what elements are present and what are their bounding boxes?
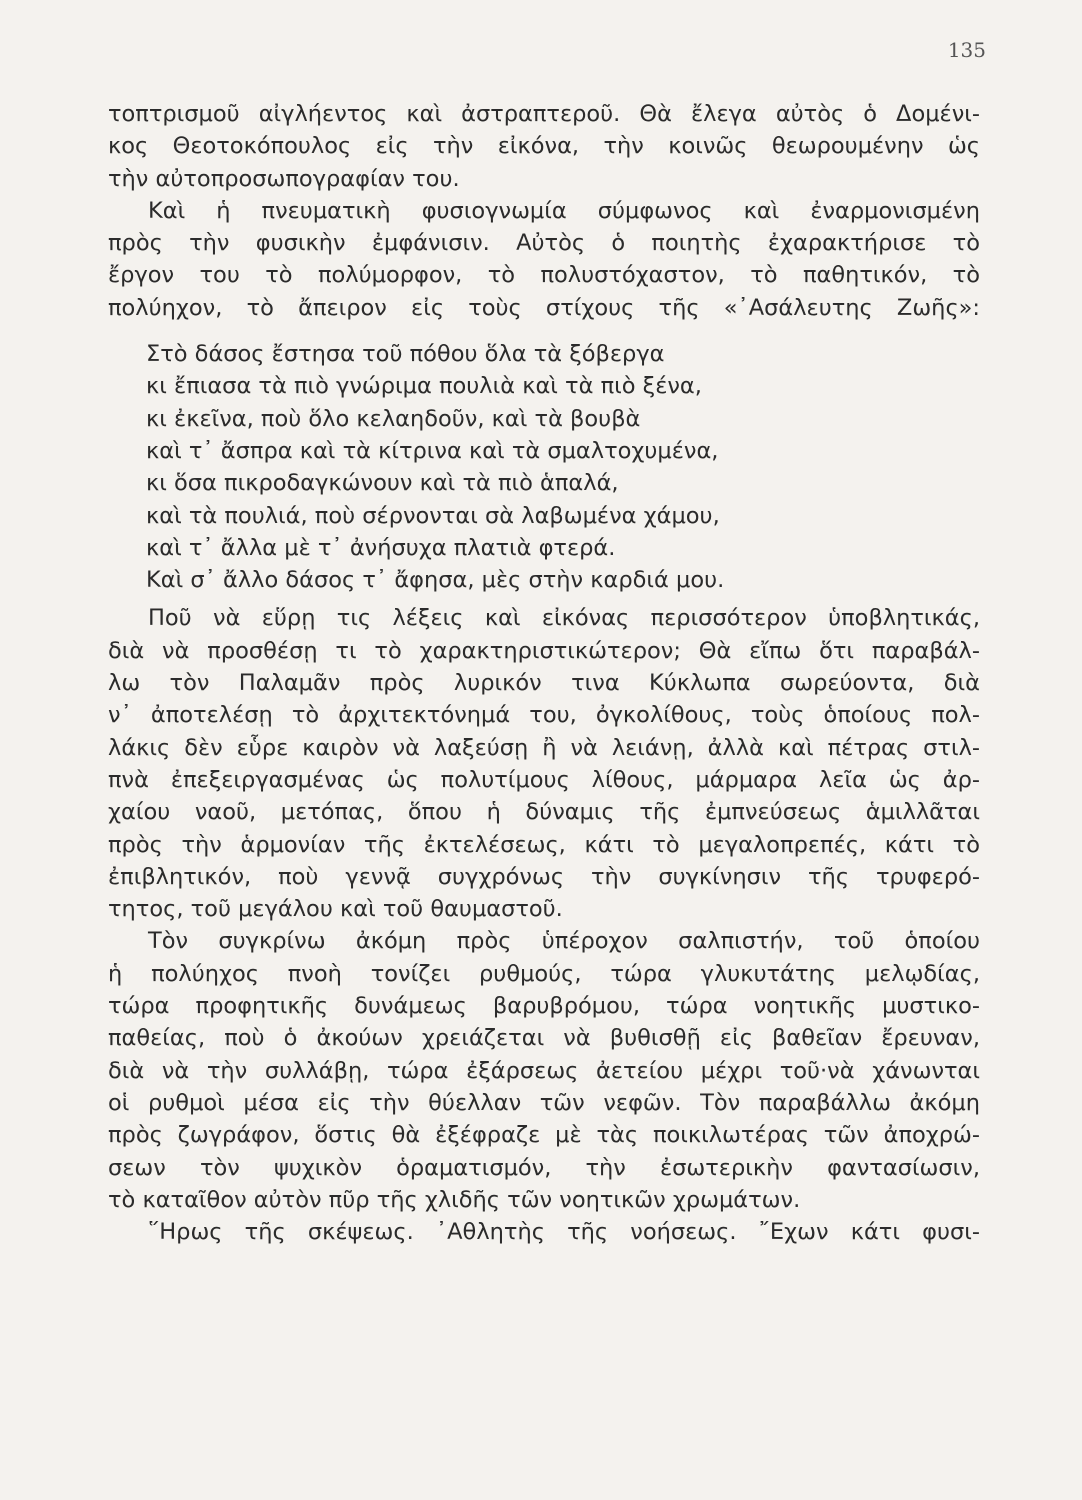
text-line: πρὸς τὴν φυσικὴν ἐμφάνισιν. Αὐτὸς ὁ ποιητὴς ἐχαρακτήρισε τὸ [108, 230, 980, 257]
text-line: τώρα προφητικῆς δυνάμεως βαρυβρόμου, τώρα νοητικῆς μυστικο- [108, 993, 980, 1020]
text-line: ῞Ηρως τῆς σκέψεως. ᾿Αθλητὴς τῆς νοήσεως. ῎Εχων κάτι φυσι- [148, 1219, 980, 1246]
text-line: Ποῦ νὰ εὕρῃ τις λέξεις καὶ εἰκόνας περισσότερον ὑποβλητικάς, [148, 605, 980, 632]
poem-verse: καὶ τ᾿ ἄσπρα καὶ τὰ κίτρινα καὶ τὰ σμαλτοχυμένα, [146, 437, 719, 464]
text-line: διὰ νὰ προσθέσῃ τι τὸ χαρακτηριστικώτερον; Θὰ εἴπω ὅτι παραβάλ- [108, 637, 980, 664]
text-line: διὰ νὰ τὴν συλλάβῃ, τώρα ἐξάρσεως ἀετείου μέχρι τοῦ·νὰ χάνωνται [108, 1057, 980, 1084]
poem-verse: κι ἐκεῖνα, ποὺ ὅλο κελαηδοῦν, καὶ τὰ βουβὰ [146, 405, 641, 432]
text-line: Τὸν συγκρίνω ἀκόμη πρὸς ὑπέροχον σαλπιστήν, τοῦ ὁποίου [148, 928, 980, 955]
poem-quote [146, 338, 980, 596]
page-number: 135 [947, 38, 986, 62]
text-line: σεων τὸν ψυχικὸν ὁραματισμόν, τὴν ἐσωτερικὴν φαντασίωσιν, [108, 1154, 980, 1181]
poem-verse: κι ἔπιασα τὰ πιὸ γνώριμα πουλιὰ καὶ τὰ πιὸ ξένα, [146, 373, 702, 400]
text-line: οἱ ρυθμοὶ μέσα εἰς τὴν θύελλαν τῶν νεφῶν. Τὸν παραβάλλω ἀκόμη [108, 1089, 980, 1116]
text-line: πρὸς ζωγράφον, ὅστις θὰ ἐξέφραζε μὲ τὰς ποικιλωτέρας τῶν ἀποχρώ- [108, 1122, 980, 1149]
poem-verse: Στὸ δάσος ἔστησα τοῦ πόθου ὅλα τὰ ξόβεργα [146, 341, 665, 368]
text-line: Καὶ ἡ πνευματικὴ φυσιογνωμία σύμφωνος καὶ ἐναρμονισμένη [148, 197, 980, 224]
poem-verse: Καὶ σ᾿ ἄλλο δάσος τ᾿ ἄφησα, μὲς στὴν καρδιά μου. [146, 567, 725, 594]
paragraph-5 [108, 1216, 980, 1248]
poem-verse: καὶ τ᾿ ἄλλα μὲ τ᾿ ἀνήσυχα πλατιὰ φτερά. [146, 534, 616, 561]
paragraph-4 [108, 925, 980, 1216]
text-line: ἐπιβλητικόν, ποὺ γεννᾷ συγχρόνως τὴν συγκίνησιν τῆς τρυφερό- [108, 863, 980, 890]
text-line: τοπτρισμοῦ αἰγλήεντος καὶ ἀστραπτεροῦ. Θὰ ἔλεγα αὐτὸς ὁ Δομένι- [108, 101, 980, 127]
page-text [108, 98, 980, 1248]
text-line: λω τὸν Παλαμᾶν πρὸς λυρικόν τινα Κύκλωπα σωρεύοντα, διὰ [108, 670, 980, 697]
text-line: λάκις δὲν εὗρε καιρὸν νὰ λαξεύσῃ ἢ νὰ λειάνῃ, ἀλλὰ καὶ πέτρας στιλ- [108, 734, 980, 761]
text-line: πρὸς τὴν ἁρμονίαν τῆς ἐκτελέσεως, κάτι τὸ μεγαλοπρεπές, κάτι τὸ [108, 831, 980, 858]
text-line: κος Θεοτοκόπουλος εἰς τὴν εἰκόνα, τὴν κοινῶς θεωρουμένην ὡς [108, 133, 980, 160]
text-line: χαίου ναοῦ, μετόπας, ὅπου ἡ δύναμις τῆς ἐμπνεύσεως ἁμιλλᾶται [108, 799, 980, 826]
poem-verse: κι ὅσα πικροδαγκώνουν καὶ τὰ πιὸ ἁπαλά, [146, 470, 619, 497]
poem-verse: καὶ τὰ πουλιά, ποὺ σέρνονται σὰ λαβωμένα χάμου, [146, 502, 720, 529]
text-line: ἡ πολύηχος πνοὴ τονίζει ρυθμούς, τώρα γλυκυτάτης μελῳδίας, [108, 960, 980, 987]
text-line: ἔργον του τὸ πολύμορφον, τὸ πολυστόχαστον, τὸ παθητικόν, τὸ [108, 262, 980, 289]
text-line: τὸ καταῖθον αὐτὸν πῦρ τῆς χλιδῆς τῶν νοητικῶν χρωμάτων. [108, 1186, 801, 1213]
paragraph-1 [108, 98, 980, 195]
text-line: πολύηχον, τὸ ἄπειρον εἰς τοὺς στίχους τῆς «᾿Ασάλευτης Ζωῆς»: [108, 294, 980, 321]
text-line: παθείας, ποὺ ὁ ἀκούων χρειάζεται νὰ βυθισθῇ εἰς βαθεῖαν ἔρευναν, [108, 1025, 980, 1052]
text-line: τητος, τοῦ μεγάλου καὶ τοῦ θαυμαστοῦ. [108, 896, 563, 923]
paragraph-2 [108, 195, 980, 324]
text-line: ν᾿ ἀποτελέσῃ τὸ ἀρχιτεκτόνημά του, ὀγκολίθους, τοὺς ὁποίους πολ- [108, 702, 980, 729]
text-line: τὴν αὐτοπροσωπογραφίαν του. [108, 165, 460, 192]
paragraph-3 [108, 602, 980, 925]
text-line: πνὰ ἐπεξειργασμένας ὡς πολυτίμους λίθους, μάρμαρα λεῖα ὡς ἀρ- [108, 766, 980, 793]
